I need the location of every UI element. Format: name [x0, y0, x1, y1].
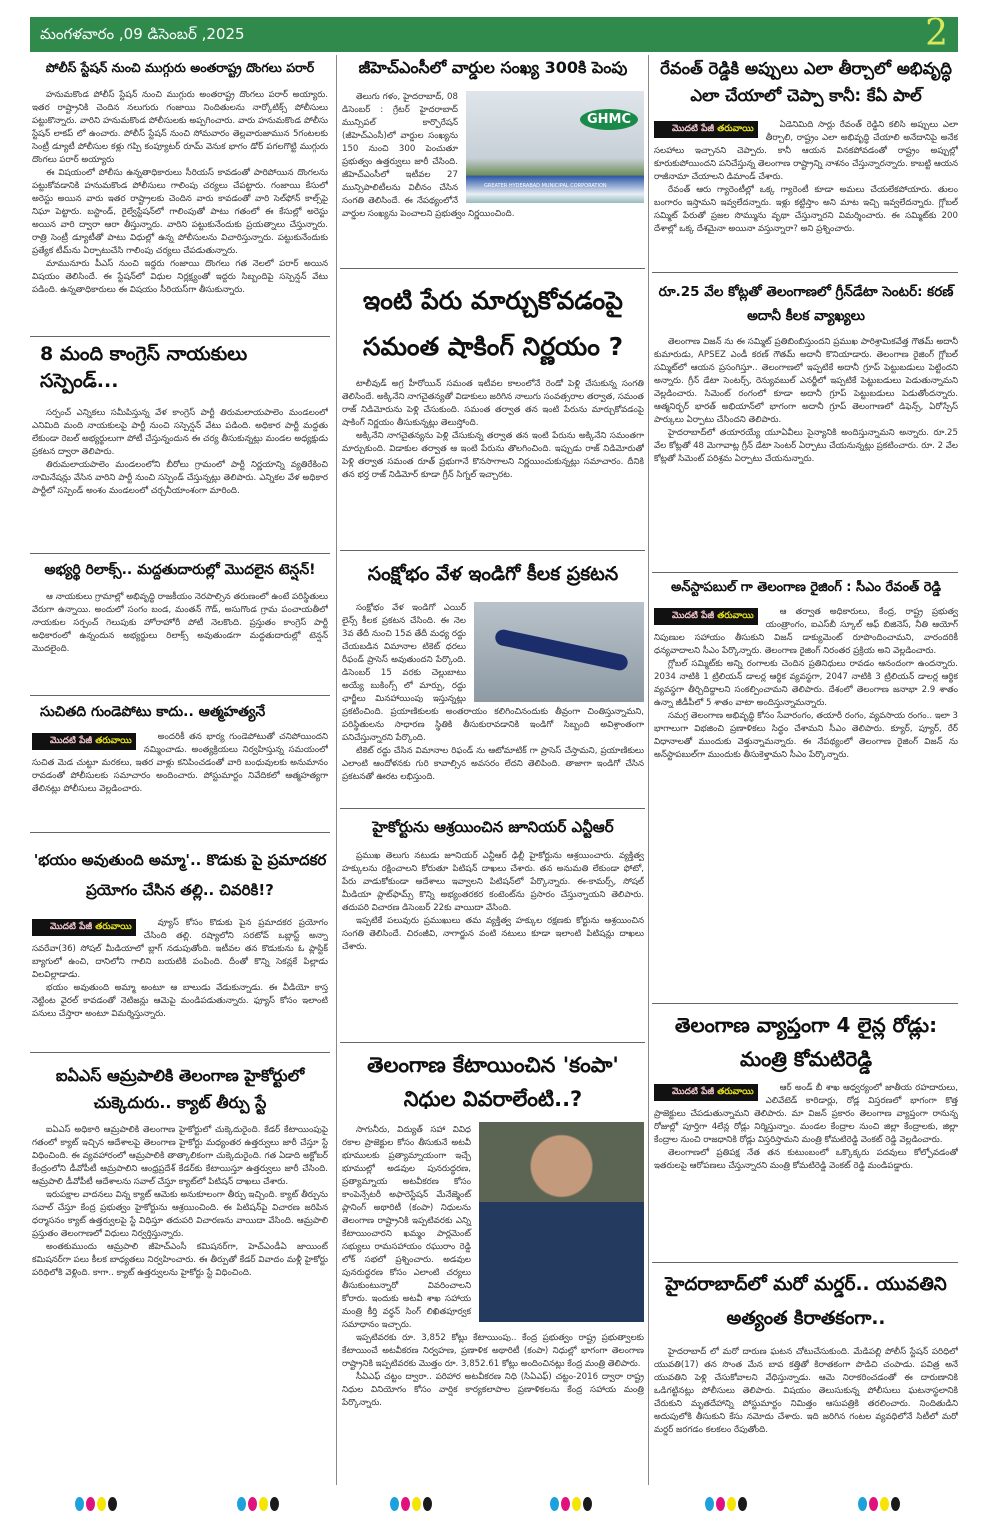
registration-dot [705, 1497, 714, 1511]
column-divider [648, 55, 649, 1485]
divider [340, 1042, 645, 1043]
article-ka-paul [654, 55, 958, 269]
divider [340, 550, 645, 551]
registration-dot [858, 1497, 867, 1511]
cmyk-registration-mark [390, 1497, 432, 1511]
continued-label: మొదటి పేజీ తరువాయి [654, 121, 758, 138]
divider [340, 268, 645, 269]
registration-dot [390, 1497, 399, 1511]
cmyk-registration-mark [858, 1497, 900, 1511]
registration-dot [572, 1497, 581, 1511]
article-body: ప్రముఖ తెలుగు నటుడు జూనియర్ ఎన్టీఆర్ ఢిల్లీ హైకోర్టును ఆశ్రయించారు. వ్యక్తిత్వ హక్కులను రక్షించాలని కోరుతూ పిటిషన్ దాఖలు చేశారు. తన అనుమతి లేకుండా ఫోటో, పేరు వాడుకోకుండా ఆదేశాలు ఇవ్వాలని పిటిషన్‌లో పేర్కొన్నారు. ఈ-కామర్స్, సోషల్ మీడియా ప్లాట్‌ఫామ్స్ కొన్ని అభ్యంతరకర కంటెంట్‌ను ప్రసారం చేస్తున్నాయని తెలిపారు. తదుపరి విచారణ డిసెంబర్ 22కు వాయిదా వేసింది. ఇప్పటికే పలువురు ప్రముఖులు తమ వ్యక్తిత్వ హక్కుల రక్షణకు కోర్టును ఆశ్రయించిన సంగతి తెలిసిందే. చిరంజీవి, నాగార్జున వంటి నటులు కూడా ఇలాంటి పిటిషన్లు దాఖలు చేశారు. [342, 851, 644, 952]
headline: అన్‌స్టాపబుల్ గా తెలంగాణ రైజింగ్ : సీఎం రేవంత్ రెడ్డి [670, 580, 942, 595]
article-amrapali [32, 1062, 328, 1487]
headline: తెలంగాణ కేటాయించిన 'కంపా' నిధుల వివరాలేంటి..? [367, 1053, 619, 1111]
cmyk-registration-mark [75, 1497, 117, 1511]
speaker-photo [479, 1122, 644, 1322]
article-body: సాగునీరు, విద్యుత్ సహా వివిధ రకాల ప్రాజెక్టుల కోసం తీసుకునే అటవీ భూములకు ప్రత్యామ్నాయంగా ఇచ్చే భూముల్లో అడవుల పునరుద్ధరణ, ప్రత్యామ్నాయ అటవీకరణ కోసం కాంపెన్సేటరీ అఫారెస్టేషన్ మేనేజ్మెంట్ ప్లానింగ్ అథారిటీ (కంపా) నిధులను తెలంగాణ రాష్ట్రానికి ఇప్పటివరకు ఎన్ని కేటాయించారని ఖమ్మం పార్లమెంట్ సభ్యులు రామసహాయం రఘురాం రెడ్డి లోక్ సభలో ప్రశ్నించారు. అడవుల పునరుద్ధరణ కోసం ఎలాంటి చర్యలు తీసుకుంటున్నారో వివరించాలని కోరారు. ఇందుకు అటవీ శాఖ సహాయ మంత్రి కీర్తి వర్ధన్ సింగ్ లిఖితపూర్వక సమాధానం ఇచ్చారు. ఇప్పటివరకు రూ. 3,852 కోట్లు కేటాయింపు.. కేంద్ర ప్రభుత్వం రాష్ట్ర ప్రభుత్వాలకు కేటాయించే అటవీకరణ నిర్వహణ, ప్రణాళిక అథారిటీ (కంపా) నిధుల్లో భాగంగా తెలంగాణ రాష్ట్రానికి ఇప్పటివరకు మొత్తం రూ. 3,852.61 కోట్లు అందించినట్లు కేంద్ర మంత్రి తెలిపారు. సీఏఎఫ్ చట్టం ద్వారా.. పరిహార అటవీకరణ నిధి (సిఏఎఫ్) చట్టం-2016 ద్వారా రాష్ట్ర నిధుల వినియోగం కోసం వార్షిక కార్యకలాపాల ప్రణాళికలను కేంద్ర సహాయ మంత్రి పేర్కొన్నారు. [342, 1125, 644, 1408]
registration-dot [583, 1497, 592, 1511]
article-body: హైదరాబాద్ లో మరో దారుణ ఘటన చోటుచేసుకుంది. మేడిపల్లి పోలీస్ స్టేషన్ పరిధిలో యువతి(17) తన సొంత మేన బావ కత్తితో కిరాతకంగా పొడిచి చంపాడు. పవిత్ర అనే యువతిని పెళ్లి చేసుకోవాలని వేధిస్తున్నాడు. ఆమె నిరాకరించడంతో ఈ దారుణానికి ఒడిగట్టినట్లు పోలీసులు తెలిపారు. విషయం తెలుసుకున్న పోలీసులు ఘటనాస్థలానికి చేరుకుని మృతదేహాన్ని పోస్టుమార్టం నిమిత్తం ఆసుపత్రికి తరలించారు. నిందితుడిని అదుపులోకి తీసుకుని కేసు నమోదు చేశారు. ఇది జరిగిన గంటల వ్యవధిలోనే సిటీలో మరో మర్డర్ జరగడం కలకలం రేపుతోంది. [654, 1347, 958, 1435]
article-body: తెలుగు గళం, హైదరాబాద్, 08 డిసెంబర్ : గ్రేటర్ హైదరాబాద్ మున్సిపల్ కార్పొరేషన్ (జీహెచ్ఎంసీ)లో వార్డుల సంఖ్యను 150 నుంచి 300 పెంచుతూ ప్రభుత్వం ఉత్తర్వులు జారీ చేసింది. జీహెచ్ఎంసీలో ఇటీవల 27 మున్సిపాలిటీలను విలీనం చేసిన సంగతి తెలిసిందే. ఈ నేపథ్యంలోనే వార్డుల సంఖ్యను పెంచాలని ప్రభుత్వం నిర్ణయించింది. [342, 92, 515, 219]
article-ntr [342, 818, 644, 1038]
registration-dot [75, 1497, 84, 1511]
headline: రూ.25 వేల కోట్లతో తెలంగాణలో గ్రీన్‌డేటా సెంటర్: కరణ్ అదానీ కీలక వ్యాఖ్యలు [658, 284, 954, 324]
registration-dot [891, 1497, 900, 1511]
divider [652, 272, 958, 273]
divider [30, 336, 330, 337]
article-body: సర్పంచ్ ఎన్నికలు సమీపిస్తున్న వేళ కాంగ్రెస్ పార్టీ తిరుమలాయపాలెం మండలంలో ఎనిమిది మంది నాయకులపై పార్టీ నుంచి సస్పెన్షన్ వేటు పడింది. అధికార పార్టీ మద్దతు లేకుండా రెబల్ అభ్యర్థులుగా పోటీ చేస్తున్నందున ఈ చర్య తీసుకున్నట్లు మండల అధ్యక్షుడు ప్రకటన ద్వారా తెలిపారు. తిరుమలాయపాలెం మండలంలోని బీరోలు గ్రామంలో పార్టీ నిర్ణయాన్ని వ్యతిరేకించి నామినేషన్లు వేసిన వారిని పార్టీ నుంచి సస్పెండ్ చేస్తున్నట్లు తెలిపారు. ఎన్నికల వేళ అధికార పార్టీలో సస్పెండ్ అంశం మండలంలో చర్చనీయాంశంగా మారింది. [32, 408, 328, 496]
article-body: మొదటి పేజీ తరువాయి వ్యూస్ కోసం కొడుకు పైన ప్రమాదకర ప్రయోగం చేసింది తల్లి. రష్యాలోని సరటోవ్ ఒబ్లాస్ట్ అన్నా సవరేవా(36) సోషల్ మీడియాలో బ్లాగ్ నడుపుతోంది. ఇటీవల తన కొడుకును ఓ ప్లాస్టిక్ బ్యాగులో ఉంచి, దానిలోని గాలిని బయటికి పంపింది. దీంతో కొన్ని సెకన్లకే పిల్లాడు విలవిల్లాడాడు. భయం అవుతుంది అమ్మా అంటూ ఆ బాలుడు వేడుకున్నాడు. ఈ వీడియో కాస్త నెట్టింట వైరల్ కావడంతో నెటిజన్లు ఆమెపై మండిపడుతున్నారు. ఫ్యూస్ కోసం ఇలాంటి పనులు చేస్తారా అంటూ విమర్శిస్తున్నారు. [32, 918, 328, 1019]
ghmc-logo: GHMC [580, 109, 638, 130]
registration-dot [108, 1497, 117, 1511]
divider [652, 1262, 958, 1263]
article-body: మొదటి పేజీ తరువాయి అందరికీ తన భార్య గుండెపోటుతో చనిపోయిందని నమ్మించాడు. అంత్యక్రియలు నిర్వహిస్తున్న సమయంలో సుచిత మెడ చుట్టూ మరకలు, ఇతర వాళ్లు కనిపించడంతో వారి బంధువులకు అనుమానం రావడంతో పోలీసులకు సమాచారం అందించారు. పోస్టుమార్టం నివేదికలో ఆత్మహత్యగా తేలినట్లు పోలీసులు వెల్లడించారు. [32, 732, 328, 794]
article-samantha [342, 278, 644, 546]
registration-dot [716, 1497, 725, 1511]
headline: జీహెచ్ఎంసీలో వార్డుల సంఖ్య 300కి పెంపు [358, 58, 628, 77]
registration-dot [738, 1497, 747, 1511]
continued-label: మొదటి పేజీ తరువాయి [654, 1084, 758, 1101]
continued-label: మొదటి పేజీ తరువాయి [32, 733, 136, 750]
headline: తెలంగాణ వ్యాప్తంగా 4 లైన్ల రోడ్లు: మంత్రి కోమటిరెడ్డి [674, 1013, 938, 1071]
divider [30, 553, 330, 554]
headline: 8 మంది కాంగ్రెస్ నాయకులు సస్పెండ్... [40, 343, 248, 392]
article-candidate-tension [32, 562, 328, 692]
headline: సుచితది గుండెపోటు కాదు.. ఆత్మహత్యనే [40, 704, 266, 720]
registration-dot [259, 1497, 268, 1511]
article-indigo [342, 563, 644, 805]
registration-dot [869, 1497, 878, 1511]
column-divider [336, 55, 337, 1485]
airplane-icon [494, 628, 629, 672]
headline: అభ్యర్థి రిలాక్స్.. మద్దతుదారుల్లో మొదలైన టెన్షన్! [44, 562, 316, 578]
divider [340, 808, 645, 809]
ghmc-building-image [466, 91, 644, 203]
divider [30, 832, 330, 833]
headline: ఐఏఎస్ ఆమ్రపాలికి తెలంగాణ హైకోర్టులో చుక్కెదురు.. క్యాట్ తీర్పు స్టే [55, 1066, 305, 1112]
article-body: సంక్షోభం వేళ ఇండిగో ఎయిర్ లైన్స్ కీలక ప్రకటన చేసింది. ఈ నెల 3వ తేదీ నుంచి 15వ తేదీ మధ్య రద్దు చేయబడిన విమానాల టికెట్ ధరలు రీఫండ్ ప్రాసెస్ అవుతుందని పేర్కొంది. డిసెంబర్ 15 వరకు చెల్లుబాటు అయ్యే బుకింగ్స్ లో మార్పు, రద్దు ఛార్జీలు మినహాయింపు ఇస్తున్నట్లు ప్రకటించింది. ప్రయాణికులకు అంతరాయం కలిగించినందుకు తీవ్రంగా చింతిస్తున్నామని, పరిస్థితులను సాధారణ స్థితికి తీసుకురావడానికి ఇండిగో సిబ్బంది అవిశ్రాంతంగా పనిచేస్తున్నారని పేర్కొంది. టికెట్ రద్దు చేసిన విమానాల రిఫండ్ ను ఆటోమాటిక్ గా ప్రాసెస్ చేస్తామని, ప్రయాణికులు ఎలాంటి ఆందోళనకు గురి కావాల్సిన అవసరం లేదని తెలిపింది. తాజాగా ఇండిగో చేసిన ప్రకటనతో ఊరట లభిస్తుంది. [342, 603, 644, 782]
divider [30, 695, 330, 696]
headline: హైకోర్టును ఆశ్రయించిన జూనియర్ ఎన్టీఆర్ [372, 818, 614, 836]
article-body: మొదటి పేజీ తరువాయి ఆర్ అండ్ బీ శాఖ ఆధ్వర్యంలో జాతీయ రహదారులు, ఎలివేటెడ్ కారిడార్లు, రోడ్ల విస్తరణలో భాగంగా కొత్త ప్రాజెక్టులు చేపడుతున్నామని తెలిపారు. మా విజన్ ప్రకారం తెలంగాణ వ్యాప్తంగా రానున్న రోజుల్లో పూర్తిగా 4లేన్ల రోడ్లు నిర్మిస్తున్నాం. మండల కేంద్రాల నుంచి జిల్లా కేంద్రాలకు, జిల్లా కేంద్రాల నుంచి రాజధానికి రోడ్లు విస్తరిస్తామని మంత్రి కోమటిరెడ్డి వెంకట్ రెడ్డి వెల్లడించారు. తెలంగాణలో ప్రతిపక్ష నేత తన కుటుంబంలో ఒక్కొక్కరు పదవులు కోల్పోవడంతో ఇతరులపై ఆరోపణలు చేస్తున్నారని మంత్రి కోమటిరెడ్డి వెంకట్ రెడ్డి మండిపడ్డారు. [654, 1083, 958, 1171]
headline: 'భయం అవుతుంది అమ్మా'.. కొడుకు పై ప్రమాదకర ప్రయోగం చేసిన తల్లి.. చివరికి!? [33, 851, 327, 899]
divider [30, 1052, 330, 1053]
registration-dot [880, 1497, 889, 1511]
issue-date: మంగళవారం ,09 డిసెంబర్ ,2025 [40, 25, 245, 43]
headline: పోలీస్ స్టేషన్ నుంచి ముగ్గురు అంతరాష్ట్ర దొంగలు పరార్ [45, 60, 315, 75]
page-number: 2 [925, 13, 948, 54]
page-header [30, 13, 958, 54]
article-body: హనుమకొండ పోలీస్ స్టేషన్ నుంచి ముగ్గురు అంతరాష్ట్ర దొంగలు పరార్ అయ్యారు. ఇతర రాష్ట్రానికి చెందిన నలుగురు గంజాయి నిందితులను నార్కోటిక్స్ పోలీసులు పట్టుకొన్నారు. వారిని హనుమకొండ పోలీసులకు అప్పగించారు. వారు హనుమకొండ పోలీసు స్టేషన్ లాకప్ లో ఉంచారు. పోలీస్ స్టేషన్ నుంచి సోమవారం తెల్లవారుజామున 5గంటలకు సెంట్రీ డ్యూటీ పోలీసుల కళ్లు గప్పి కంప్యూటర్ రూమ్ వెనుక భాగం డోర్ పగలగొట్టి ముగ్గురు దొంగలు పరార్ అయ్యారు ఈ విషయంలో పోలీసు ఉన్నతాధికారులు సీరియస్ కావడంతో పారిపోయిన దొంగలను పట్టుకోవడానికి హనుమకొండ పోలీసులు గాలింపు చర్యలు చేపట్టారు. గంజాయి కేసులో అరెస్టు అయిన వారు ఇతర రాష్ట్రాలకు చెందిన వారు కావడంతో వారి సెల్‌ఫోన్ కాల్స్‌పై నిఘా పెట్టారు. బస్టాండ్, రైల్వేస్టేషన్‌లో గాలింపుతో పాటు గతంలో ఈ కేసుల్లో అరెస్టు అయిన వారి ద్వారా ఆరా తీస్తున్నారు. వారిని పట్టుకునేందుకు ప్రయత్నాలు చేస్తున్నారు. రాత్రి సెంట్రీ డ్యూటీతో పాటు విధుల్లో ఉన్న పోలీసులను విచారిస్తున్నారు. పట్టుకునేందుకు ప్రత్యేక టీమ్‌ను ఏర్పాటుచేసి గాలింపు చర్యలు చేపడుతున్నారు. మామునూరు పీఎస్ నుంచి ఇద్దరు గంజాయి దొంగలు గత నెలలో పరార్ అయిన విషయం తెలిసిందే. ఈ స్టేషన్‌లో విధుల నిర్లక్ష్యంతో ఇద్దరు సిబ్బందిపై సస్పెన్షన్ వేటు పడింది. ఉన్నతాధికారులు ఈ విషయం సీరియస్‌గా తీసుకున్నారు. [32, 90, 328, 295]
article-ghmc-wards [342, 58, 644, 264]
article-mother-experiment [32, 845, 328, 1048]
article-body: తెలంగాణ విజన్ ను ఈ సమ్మిట్ ప్రతిబింబిస్తుందని ప్రముఖ పారిశ్రామికవేత్త గౌతమ్ అదానీ కుమారుడు, APSEZ ఎండీ కరణ్ గౌతమ్ అదానీ కొనియాడారు. తెలంగాణ రైజింగ్ గ్లోబల్ సమ్మిట్‌లో ఆయన ప్రసంగిస్తూ.. తెలంగాణలో ఇప్పటికే అదానీ గ్రూప్ పెట్టుబడులు పెట్టిందని అన్నారు. గ్రీన్ డేటా సెంటర్స్, రెన్యువబుల్ ఎనర్జీలో ఇప్పటికే పెట్టుబడులు పెడుతున్నామని వెల్లడించారు. సిమెంట్ రంగంలో కూడా అదానీ గ్రూప్ పెట్టుబడులు పెడుతోందన్నారు. ఆత్మనిర్భర్ భారత్ అభియాన్‌లో భాగంగా అదానీ గ్రూప్ తెలంగాణలో డిఫెన్స్, ఏరోస్పేస్ పార్కులు ఏర్పాటు చేసిందని తెలిపారు. హైదరాబాద్‌లో తయారయ్యే యూఏవీలు సైన్యానికి అందిస్తున్నామని అన్నారు. రూ.25 వేల కోట్లతో 48 మెగావాట్ల గ్రీన్ డేటా సెంటర్ ఏర్పాటు చేయనున్నట్లు ప్రకటించారు. రూ. 2 వేల కోట్లతో సిమెంట్ పరిశ్రమ ఏర్పాటు చేయనున్నారు. [654, 337, 958, 464]
article-body: ఆ నాయకులు గ్రామాల్లో అభివృద్ధి రాజకీయం నెరపాల్సిన తరుణంలో ఉంటే పరిస్థితులు వేరుగా ఉన్నాయి. అందులో సంగం బండ, మంతన్ గౌడ్, అసుగొండ గ్రామ పంచాయతీలో నాయకుల సర్పంచ్ గెలుపుకు హోరాహోరీ పోటీ నెలకొంది. ప్రస్తుతం కాంగ్రెస్ పార్టీ అధికారంలో ఉన్నందున అభ్యర్థులు రిలాక్స్ అవుతుండగా మద్దతుదారుల్లో టెన్షన్ మొదలైంది. [32, 592, 328, 654]
registration-dot [423, 1497, 432, 1511]
registration-dot [412, 1497, 421, 1511]
article-four-lane-roads [654, 1008, 958, 1258]
article-body: మొదటి పేజీ తరువాయి ఏడెనిమిది సార్లు రేవంత్ రెడ్డిని కలిసి అప్పులు ఎలా తీర్చాలి, రాష్ట్రం ఎలా అభివృద్ధి చేయాలి అనేదానిపై అనేక సలహాలు ఇచ్చానని చెప్పారు. కానీ ఆయన వినకపోవడంతో రాష్ట్రం అప్పుల్లో కూరుకుపోయిందని పనిచేస్తున్న తెలంగాణ రాష్ట్రాన్ని నాశనం చేస్తున్నారన్నారు. కాబట్టి ఆయన రాజీనామా చేయాలని డిమాండ్ చేశారు. రేవంత్ ఆరు గ్యారెంటీల్లో ఒక్క గ్యారెంటీ కూడా అమలు చేయలేకపోయారు. తులం బంగారం ఇస్తామని ఇవ్వలేదన్నారు. ఇళ్లు కట్టిస్తాం అని మాట ఇచ్చి ఇవ్వలేదన్నారు. గ్లోబల్ సమ్మిట్ పేరుతో ప్రజల సొమ్మును వృథా చేస్తున్నారని విమర్శించారు. ఈ సమ్మిట్‌కు 200 దేశాల్లో ఒక్క దేశమైనా అయినా వస్తున్నారా? అని ప్రశ్నించారు. [654, 120, 958, 234]
continued-label: మొదటి పేజీ తరువాయి [654, 608, 758, 625]
registration-dot [401, 1497, 410, 1511]
article-congress-suspend [32, 343, 328, 549]
headline: ఇంటి పేరు మార్చుకోవడంపై సమంత షాకింగ్ నిర్ణయం ? [362, 286, 624, 361]
article-suchitha [32, 704, 328, 829]
registration-dot [270, 1497, 279, 1511]
registration-dot [550, 1497, 559, 1511]
article-hyderabad-murder [654, 1268, 958, 1488]
image-signboard: GREATER HYDERABAD MUNICIPAL CORPORATION [484, 183, 607, 189]
article-body: మొదటి పేజీ తరువాయి ఆ తర్వాత అధికారులు, కేంద్ర, రాష్ట్ర ప్రభుత్వ యంత్రాంగం, ఐఎస్‌బీ స్కూల్ ఆఫ్ బిజినెస్, నీతి ఆయోగ్ నిపుణుల సహాయం తీసుకుని విజన్ డాక్యుమెంట్ రూపొందించామని, వారందరికీ ధన్యవాదాలని సీఎం పేర్కొన్నారు. తెలంగాణ రైజింగ్ నిరంతర ప్రక్రియ అని వెల్లడించారు. గ్లోబల్ సమ్మిట్‌కు అన్ని రంగాలకు చెందిన ప్రతినిధులు రావడం ఆనందంగా ఉందన్నారు. 2034 నాటికి 1 ట్రిలియన్ డాలర్ల ఆర్థిక వ్యవస్థగా, 2047 నాటికి 3 ట్రిలియన్ డాలర్ల ఆర్థిక వ్యవస్థగా తీర్చిదిద్దాలని సంకల్పించామని తెలిపారు. దేశంలో తెలంగాణ జనాభా 2.9 శాతం ఉన్నా జీడీపీలో 5 శాతం వాటా అందిస్తున్నామన్నారు. సమగ్ర తెలంగాణ అభివృద్ధి కోసం సేవారంగం, తయారీ రంగం, వ్యవసాయ రంగం.. ఇలా 3 భాగాలుగా విభజించి ప్రణాళికలు సిద్ధం చేశామని సీఎం తెలిపారు. క్యూర్, ప్యూర్, రేర్ విధానాలతో ముందుకు వెళ్తున్నామన్నారు. ఈ నేపథ్యంలో తెలంగాణ రైజింగ్ విజన్ ను అన్‌స్టాపబుల్‌గా ముందుకు తీసుకెళ్తామని సీఎం పేర్కొన్నారు. [654, 607, 958, 760]
cmyk-registration-mark [550, 1497, 592, 1511]
divider [652, 1003, 958, 1004]
article-campa-funds [342, 1048, 644, 1488]
cmyk-registration-mark [237, 1497, 279, 1511]
article-telangana-rising [654, 580, 958, 1000]
cmyk-registration-mark [705, 1497, 747, 1511]
headline: సంక్షోభం వేళ ఇండిగో కీలక ప్రకటన [367, 563, 619, 585]
registration-dot [561, 1497, 570, 1511]
headline: రేవంత్ రెడ్డికి అప్పులు ఎలా తీర్చాలో అభివృద్ధి ఎలా చేయాలో చెప్పా కానీ: కేఏ పాల్ [660, 59, 952, 105]
registration-dot [97, 1497, 106, 1511]
registration-dot [727, 1497, 736, 1511]
continued-label: మొదటి పేజీ తరువాయి [32, 919, 136, 936]
divider [652, 572, 958, 573]
article-body: ఐఏఎస్ అధికారి ఆమ్రపాలికి తెలంగాణ హైకోర్టులో చుక్కెదురైంది. కేడర్ కేటాయింపుపై గతంలో క్యాట్ ఇచ్చిన ఆదేశాలపై తెలంగాణ హైకోర్టు మధ్యంతర ఉత్తర్వులు జారీ చేస్తూ స్టే విధించింది. ఈ వ్యవహారంలో ఆమ్రపాలికి తాత్కాలికంగా చుక్కెదురైంది. గత ఏడాది అక్టోబర్ కేంద్రంలోని డీవోపీటీ ఆమ్రపాలిని ఆంధ్రప్రదేశ్ కేడర్‌కు కేటాయిస్తూ ఉత్తర్వులు జారీ చేసింది. ఆమ్రపాలి డీవోపీటీ ఆదేశాలను సవాల్ చేస్తూ క్యాట్‌లో పిటిషన్ దాఖలు చేశారు. ఇరుపక్షాల వాదనలు విన్న క్యాట్ ఆమెకు అనుకూలంగా తీర్పు ఇచ్చింది. క్యాట్ తీర్పును సవాల్ చేస్తూ కేంద్ర ప్రభుత్వం హైకోర్టును ఆశ్రయించింది. ఈ పిటిషన్‌పై విచారణ జరిపిన ధర్మాసనం క్యాట్ ఉత్తర్వులపై స్టే విధిస్తూ తదుపరి విచారణను వాయిదా వేసింది. ఆమ్రపాలి ప్రస్తుతం తెలంగాణలో విధులు నిర్వర్తిస్తున్నారు. అంతకుముందు ఆమ్రపాలి జీహెచ్ఎంసీ కమిషనర్‌గా, హెచ్ఎండీఏ జాయింట్ కమిషనర్‌గా పలు కీలక బాధ్యతలు నిర్వహించారు. ఈ తీర్పుతో కేడర్ వివాదం మళ్లీ హైకోర్టు పరిధిలోకి వెళ్లింది. కాగా.. క్యాట్ ఉత్తర్వులను హైకోర్టు స్టే విధించింది. [32, 1125, 328, 1278]
registration-dot [248, 1497, 257, 1511]
indigo-airplane-image [474, 602, 644, 702]
registration-dot [237, 1497, 246, 1511]
article-police-escape [32, 60, 328, 332]
article-adani-datacenter [654, 280, 958, 568]
registration-dot [86, 1497, 95, 1511]
headline: హైదరాబాద్‌లో మరో మర్డర్.. యువతిని అత్యంత కిరాతకంగా.. [665, 1274, 947, 1329]
article-body: టాలీవుడ్ అగ్ర హీరోయిన్ సమంత ఇటీవల కాలంలోనే రెండో పెళ్లి చేసుకున్న సంగతి తెలిసిందే. అక్కినేని నాగచైతన్యతో విడాకులు జరిగిన నాలుగు సంవత్సరాల తర్వాత, సమంత రాజ్ నిడిమోరును పెళ్లి చేసుకుంది. సమంత తర్వాత తన ఇంటి పేరును మార్చుకోవడంపై షాకింగ్ నిర్ణయం తీసుకున్నట్లు తెలుస్తోంది. అక్కినేని నాగచైతన్యను పెళ్లి చేసుకున్న తర్వాత తన ఇంటి పేరును అక్కినేని సమంతగా మార్చుకుంది. విడాకుల తర్వాత ఆ ఇంటి పేరును తొలగించింది. ఇప్పుడు రాజ్ నిడిమోరుతో పెళ్లి తర్వాత సమంత రూత్ ప్రభుగానే కొనసాగాలని నిర్ణయించుకున్నట్లు సమాచారం. దీనికి తన భర్త రాజ్ నిడిమోర్ కూడా గ్రీన్ సిగ్నల్ ఇచ్చారట. [342, 379, 644, 480]
